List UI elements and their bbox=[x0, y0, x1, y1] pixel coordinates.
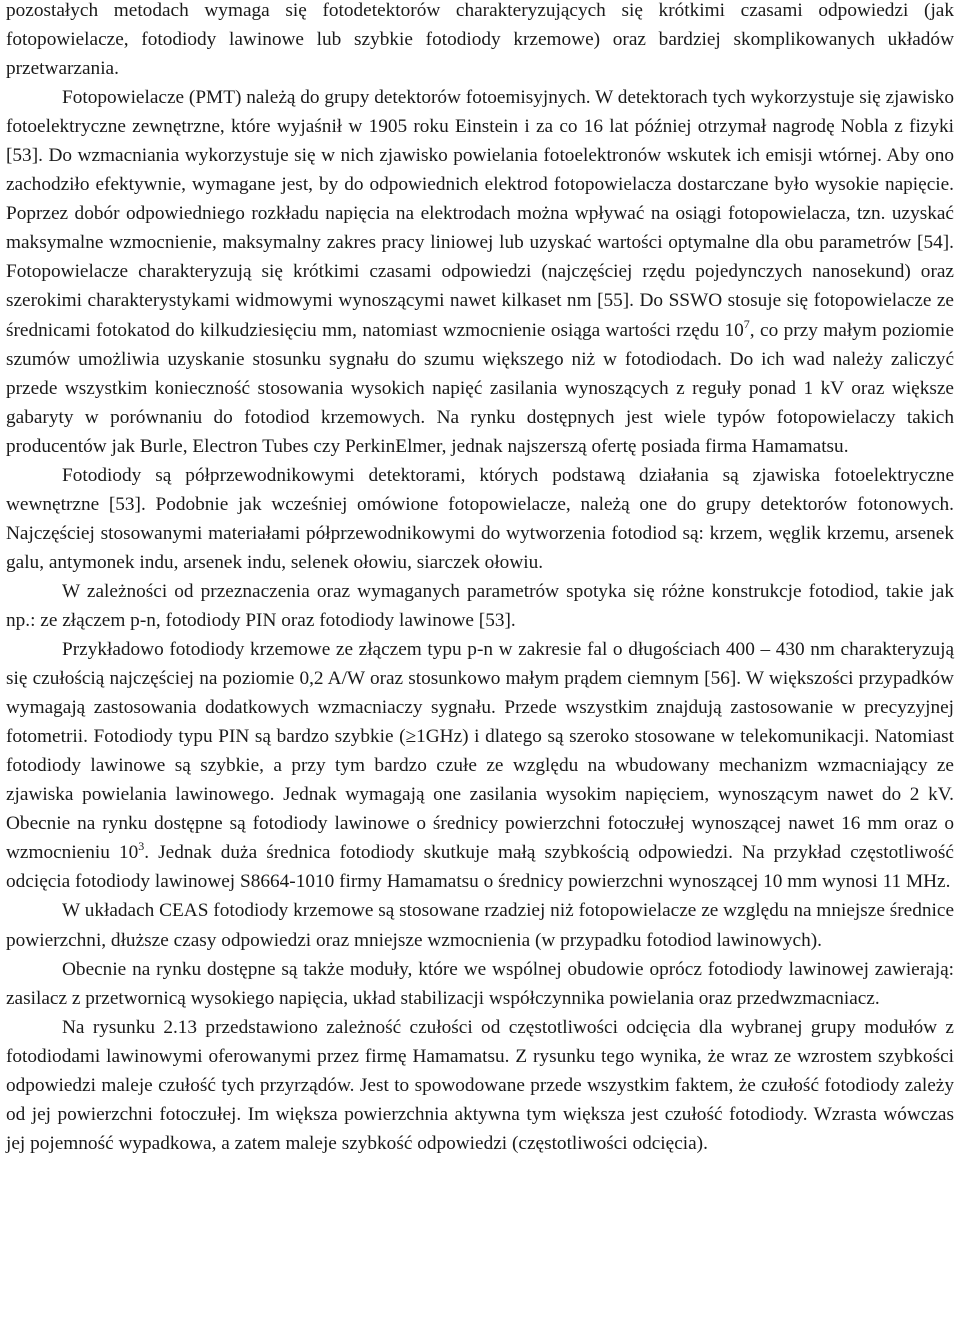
body-paragraph bbox=[6, 1013, 954, 1158]
text-run: pozostałych metodach wymaga się fotodetektorów charakteryzujących się krótkimi czasami odpowiedzi (jak fotopowielacze, fotodiody lawinowe lub szybkie fotodiody krzemowe) oraz bardziej skomplikowanych układów przetwarzania. bbox=[6, 0, 954, 80]
text-run: Fotopowielacze (PMT) należą do grupy detektorów fotoemisyjnych. W detektorach tych wykorzystuje się zjawisko fotoelektryczne zewnętrzne, które wyjaśnił w 1905 roku Einstein i za co 16 lat później otrzymał nagrodę Nobla z fizyki [53]. Do wzmacniania wykorzystuje się w nich zjawisko powielania fotoelektronów wskutek ich emisji wtórnej. Aby ono zachodziło efektywnie, wymagane jest, by do odpowiednich elektrod fotopowielacza dostarczane było wysokie napięcie. Poprzez dobór odpowiedniego rozkładu napięcia na elektrodach można wpływać na osiągi fotopowielacza, tzn. uzyskać maksymalne wzmocnienie, maksymalny zakres pracy liniowej lub uzyskać wartości optymalne dla obu parametrów [54]. Fotopowielacze charakteryzują się krótkimi czasami odpowiedzi (najczęściej rzędu pojedynczych nanosekund) oraz szerokimi charakterystykami widmowymi wynoszącymi nawet kilkaset nm [55]. Do SSWO stosuje się fotopowielacze ze średnicami fotokatod do kilkudziesięciu mm, natomiast wzmocnienie osiąga wartości rzędu 10 bbox=[6, 87, 954, 341]
text-run: Przykładowo fotodiody krzemowe ze złączem typu p-n w zakresie fal o długościach 400 – 430 nm charakteryzują się czułością najczęściej na poziomie 0,2 A/W oraz stosunkowo małym prądem ciemnym [56]. W większości przypadków wymagają zastosowania dodatkowych wzmacniaczy sygnału. Przede wszystkim znajdują zastosowanie w precyzyjnej fotometrii. Fotodiody typu PIN są bardzo szybkie (≥1GHz) i dlatego są szeroko stosowane w telekomunikacji. Natomiast fotodiody lawinowe są szybkie, a przy tym bardzo czułe ze względu na wbudowany mechanizm wzmacniający ze zjawiska powielania lawinowego. Jednak wymagają one zasilania wysokim napięciem, wynoszącym nawet do 2 kV. Obecnie na rynku dostępne są fotodiody lawinowe o średnicy powierzchni fotoczułej wynoszącej nawet 16 mm oraz o wzmocnieniu 10 bbox=[6, 639, 954, 864]
text-run: Na rysunku 2.13 przedstawiono zależność czułości od częstotliwości odcięcia dla wybranej grupy modułów z fotodiodami lawinowymi oferowanymi przez firmę Hamamatsu. Z rysunku tego wynika, że wraz ze wzrostem szybkości odpowiedzi maleje czułość tych przyrządów. Jest to spowodowane przede wszystkim faktem, że czułość fotodiody zależy od jej powierzchni fotoczułej. Im większa powierzchnia aktywna tym większa jest czułość fotodiody. Wzrasta wówczas jej pojemność wypadkowa, a zatem maleje szybkość odpowiedzi (częstotliwości odcięcia). bbox=[6, 1016, 954, 1154]
text-run: . Jednak duża średnica fotodiody skutkuje małą szybkością odpowiedzi. Na przykład częstotliwość odcięcia fotodiody lawinowej S8664-1010 firmy Hamamatsu o średnicy powierzchni wynoszącej 10 mm wynosi 11 MHz. bbox=[6, 842, 954, 893]
body-paragraph bbox=[6, 577, 954, 635]
text-run: W zależności od przeznaczenia oraz wymaganych parametrów spotyka się różne konstrukcje fotodiod, takie jak np.: ze złączem p-n, fotodiody PIN oraz fotodiody lawinowe [53]. bbox=[6, 580, 954, 631]
body-paragraph bbox=[6, 635, 954, 896]
text-run: Obecnie na rynku dostępne są także moduły, które we wspólnej obudowie oprócz fotodiody lawinowej zawierają: zasilacz z przetwornicą wysokiego napięcia, układ stabilizacji współczynnika powielania oraz przedwzmacniacz. bbox=[6, 958, 954, 1009]
superscript-exponent: 7 bbox=[743, 316, 750, 331]
body-paragraph bbox=[6, 896, 954, 954]
text-run: , co przy małym poziomie szumów umożliwia uzyskanie stosunku sygnału do szumu większego niż w fotodiodach. Do ich wad należy zaliczyć przede wszystkim konieczność stosowania wysokich napięć zasilania wynoszących z reguły ponad 1 kV oraz większe gabaryty w porównaniu do fotodiod krzemowych. Na rynku dostępnych jest wiele typów fotopowielaczy takich producentów jak Burle, Electron Tubes czy PerkinElmer, jednak najszerszą ofertę posiada firma Hamamatsu. bbox=[6, 319, 954, 457]
body-paragraph bbox=[6, 0, 954, 83]
superscript-exponent: 3 bbox=[138, 839, 145, 854]
text-run: Fotodiody są półprzewodnikowymi detektorami, których podstawą działania są zjawiska fotoelektryczne wewnętrzne [53]. Podobnie jak wcześniej omówione fotopowielacze, należą one do grupy detektorów fotonowych. Najczęściej stosowanymi materiałami półprzewodnikowymi do wytworzenia fotodiod są: krzem, węglik krzemu, arsenek galu, antymonek indu, arsenek indu, selenek ołowiu, siarczek ołowiu. bbox=[6, 464, 954, 573]
body-paragraph bbox=[6, 83, 954, 461]
text-run: W układach CEAS fotodiody krzemowe są stosowane rzadziej niż fotopowielacze ze względu na mniejsze średnice powierzchni, dłuższe czasy odpowiedzi oraz mniejsze wzmocnienia (w przypadku fotodiod lawinowych). bbox=[6, 900, 954, 951]
body-paragraph bbox=[6, 461, 954, 577]
document-page bbox=[6, 0, 954, 1158]
body-paragraph bbox=[6, 955, 954, 1013]
